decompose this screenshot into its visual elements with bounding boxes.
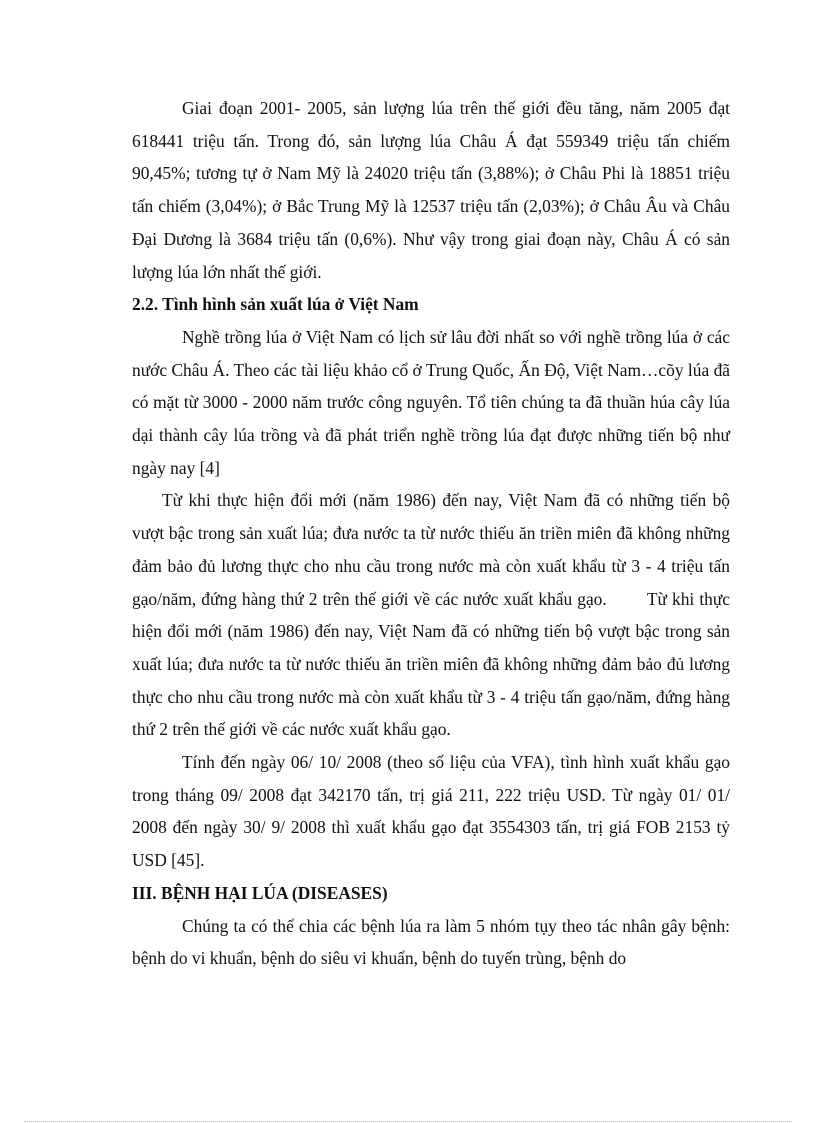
paragraph-rice-history-vietnam: Nghề trồng lúa ở Việt Nam có lịch sử lâu đời nhất so với nghề trồng lúa ở các nước Châu Á. Theo các tài liệu khảo cổ ở Trung Quốc, Ấn Độ, Việt Nam…cõy lúa đã có mặt từ 3000 - 2000 năm trước công nguyên. Tổ tiên chúng ta đã thuần húa cây lúa dại thành cây lúa trồng và đã phát triển nghề trồng lúa đạt được những tiến bộ như ngày nay [4] bbox=[132, 326, 730, 478]
paragraph-rice-world-production: Giai đoạn 2001- 2005, sản lượng lúa trên thế giới đều tăng, năm 2005 đạt 618441 triệu tấn. Trong đó, sản lượng lúa Châu Á đạt 559349 triệu tấn chiếm 90,45%; tương tự ở Nam Mỹ là 24020 triệu tấn (3,88%); ở Châu Phi là 18851 triệu tấn chiếm (3,04%); ở Bắc Trung Mỹ là 12537 triệu tấn (2,03%); ở Châu Âu và Châu Đại Dương là 3684 triệu tấn (0,6%). Như vậy trong giai đoạn này, Châu Á có sản lượng lúa lớn nhất thế giới. bbox=[132, 98, 730, 282]
paragraph-doi-moi-progress: Từ khi thực hiện đổi mới (năm 1986) đến nay, Việt Nam đã có những tiến bộ vượt bậc trong sản xuất lúa; đưa nước ta từ nước thiếu ăn triền miên đã không những đảm bảo đủ lương thực cho nhu cầu trong nước mà còn xuất khẩu từ 3 - 4 triệu tấn gạo/năm, đứng hàng thứ 2 trên thế giới về các nước xuất khẩu gạo. Từ khi thực hiện đổi mới (năm 1986) đến nay, Việt Nam đã có những tiến bộ vượt bậc trong sản xuất lúa; đưa nước ta từ nước thiếu ăn triền miên đã không những đảm bảo đủ lương thực cho nhu cầu trong nước mà còn xuất khẩu từ 3 - 4 triệu tấn gạo/năm, đứng hàng thứ 2 trên thế giới về các nước xuất khẩu gạo. bbox=[132, 490, 735, 740]
section-heading-3-diseases: III. BỆNH HẠI LÚA (DISEASES) bbox=[132, 882, 388, 903]
paragraph-rice-export-2008: Tính đến ngày 06/ 10/ 2008 (theo số liệu của VFA), tình hình xuất khẩu gạo trong tháng 09/ 2008 đạt 342170 tấn, trị giá 211, 222 triệu USD. Từ ngày 01/ 01/ 2008 đến ngày 30/ 9/ 2008 thì xuất khẩu gạo đạt 3554303 tấn, trị giá FOB 2153 tỷ USD [45]. bbox=[132, 752, 730, 871]
paragraph-disease-groups: Chúng ta có thể chia các bệnh lúa ra làm 5 nhóm tụy theo tác nhân gây bệnh: bệnh do vi khuẩn, bệnh do siêu vi khuẩn, bệnh do tuyến trùng, bệnh do bbox=[132, 915, 730, 969]
section-heading-2-2: 2.2. Tình hình sản xuất lúa ở Việt Nam bbox=[132, 294, 419, 315]
document-page bbox=[132, 92, 735, 975]
page-bottom-rule bbox=[24, 1121, 792, 1122]
